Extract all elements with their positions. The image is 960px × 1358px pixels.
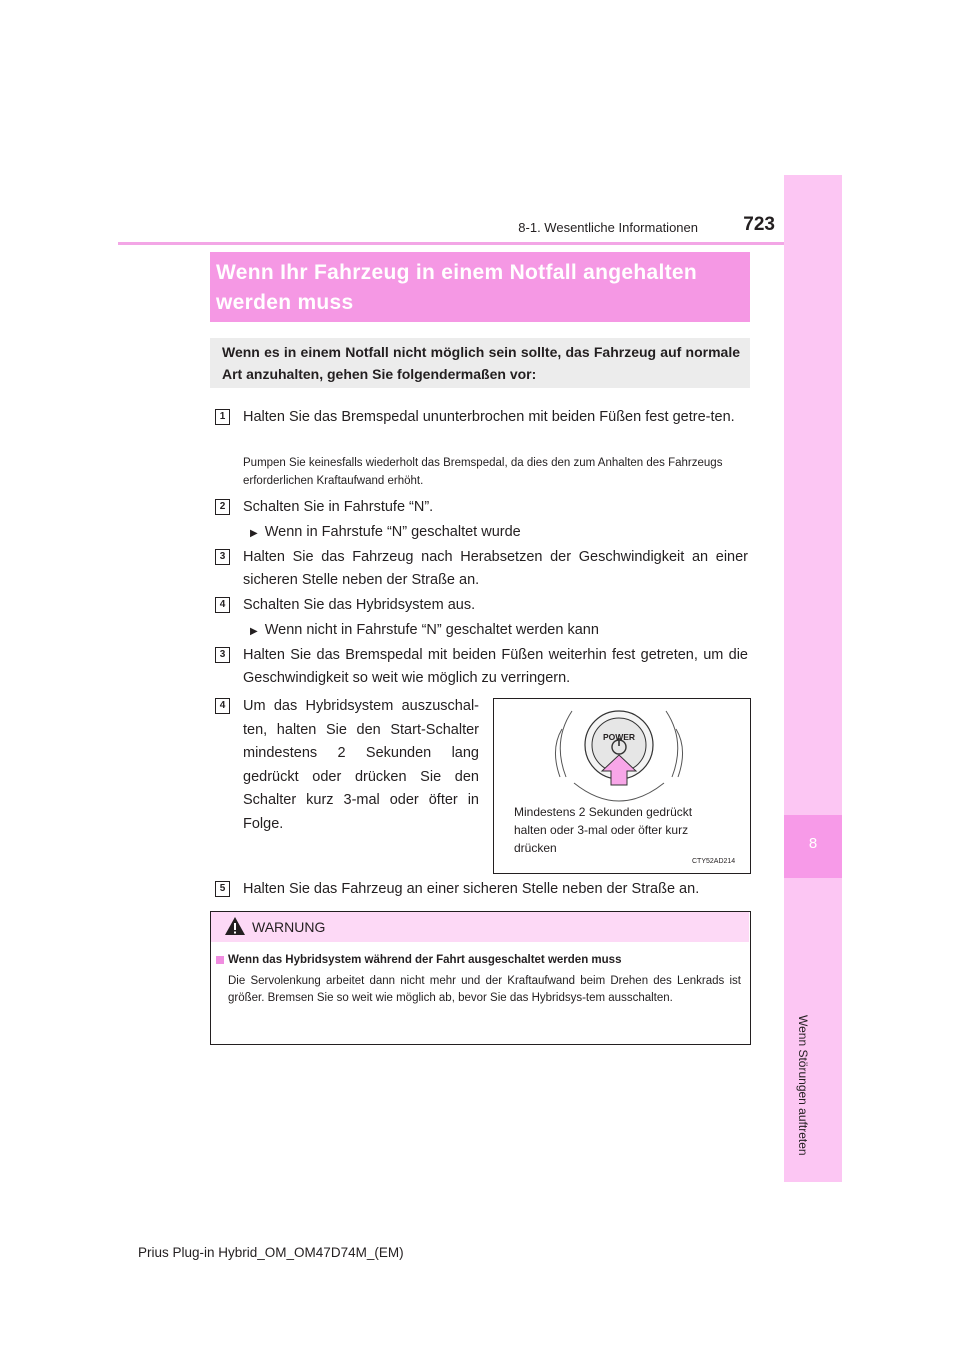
case-heading: ▶ Wenn nicht in Fahrstufe “N” geschaltet werden kann bbox=[250, 619, 748, 643]
warning-triangle-icon bbox=[224, 916, 246, 936]
warning-bullet-icon bbox=[216, 956, 224, 964]
warning-heading: Wenn das Hybridsystem während der Fahrt ausgeschaltet werden muss bbox=[228, 954, 622, 966]
chapter-label: Wenn Störungen auftreten bbox=[796, 1015, 810, 1156]
intro-text: Wenn es in einem Notfall nicht möglich sein sollte, das Fahrzeug auf normale Art anzuhalten, gehen Sie folgendermaßen vor: bbox=[222, 344, 740, 382]
step-badge: 1 bbox=[215, 409, 230, 425]
step-text: Halten Sie das Fahrzeug an einer sicheren Stelle neben der Straße an. bbox=[243, 881, 700, 897]
figure-caption: Mindestens 2 Sekunden gedrückt halten oder 3-mal oder öfter kurz drücken bbox=[514, 805, 693, 855]
step-text: Halten Sie das Bremspedal mit beiden Füßen weiterhin fest getreten, um die Geschwindigkeit so weit wie möglich zu verringern. bbox=[243, 647, 748, 686]
page-title: Wenn Ihr Fahrzeug in einem Notfall angehalten werden muss bbox=[216, 261, 697, 314]
header-rule bbox=[118, 242, 784, 245]
step-badge: 4 bbox=[215, 698, 230, 714]
chapter-side-tab bbox=[784, 175, 842, 1182]
triangle-bullet-icon: ▶ bbox=[250, 626, 258, 637]
step-badge: 5 bbox=[215, 881, 230, 897]
warning-text: Die Servolenkung arbeitet dann nicht mehr und der Kraftaufwand beim Drehen des Lenkrads ist größer. Bremsen Sie so weit wie möglich ab, bevor Sie das Hybridsys-tem ausschalten. bbox=[228, 975, 741, 1004]
power-button-label: POWER bbox=[602, 732, 636, 742]
step-badge: 3 bbox=[215, 647, 230, 663]
step-badge: 4 bbox=[215, 597, 230, 613]
chapter-number: 8 bbox=[808, 835, 818, 852]
step-note: Pumpen Sie keinesfalls wiederholt das Bremspedal, da dies den zum Anhalten des Fahrzeugs erforderlichen Kraftaufwand erhöht. bbox=[243, 457, 723, 487]
section-title: 8-1. Wesentliche Informationen bbox=[518, 220, 698, 235]
step-text: Um das Hybridsystem auszuschal-ten, halten Sie den Start-Schalter mindestens 2 Sekunden lang gedrückt oder drücken Sie den Schalter kurz 3-mal oder öfter in Folge. bbox=[243, 698, 479, 832]
triangle-bullet-icon: ▶ bbox=[250, 528, 258, 539]
step-text: Halten Sie das Bremspedal ununterbrochen mit beiden Füßen fest getre-ten. bbox=[243, 409, 735, 425]
step-badge: 2 bbox=[215, 499, 230, 515]
case-heading: ▶ Wenn in Fahrstufe “N” geschaltet wurde bbox=[250, 521, 748, 545]
page-number: 723 bbox=[743, 214, 775, 235]
step-text: Halten Sie das Fahrzeug nach Herabsetzen der Geschwindigkeit an einer sicheren Stelle neben der Straße an. bbox=[243, 549, 748, 588]
step-text: Schalten Sie das Hybridsystem aus. bbox=[243, 597, 476, 613]
warning-label: WARNUNG bbox=[252, 919, 326, 935]
figure-code: CTY52AD214 bbox=[692, 858, 736, 865]
footer-document-id: Prius Plug-in Hybrid_OM_OM47D74M_(EM) bbox=[138, 1245, 404, 1260]
step-text: Schalten Sie in Fahrstufe “N”. bbox=[243, 499, 434, 515]
step-badge: 3 bbox=[215, 549, 230, 565]
